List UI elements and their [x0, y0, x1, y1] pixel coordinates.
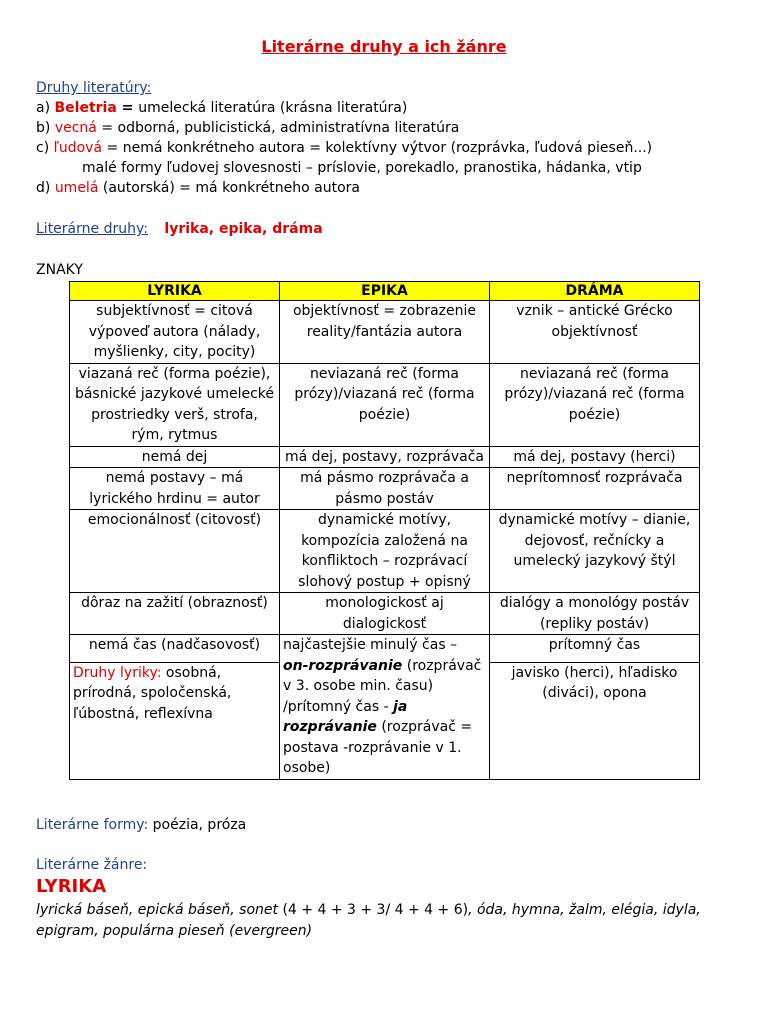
line-eq: =	[116, 100, 139, 116]
table-cell: neprítomnosť rozprávača	[490, 468, 700, 510]
druhy-line-a	[36, 100, 407, 116]
lyrika-genres	[36, 900, 746, 942]
table-cell: subjektívnosť = citová výpoveď autora (nálady, myšlienky, city, pocity)	[70, 301, 280, 364]
header-epika: EPIKA	[280, 282, 490, 301]
term-ludova: ľudová	[53, 140, 103, 156]
genres-part-3: , óda, hymna, žalm, elégia, idyla, epigram, populárna pieseň (evergreen)	[36, 902, 701, 939]
formy-value: poézia, próza	[148, 817, 247, 833]
epika-ja-rozpravanie: ja rozprávanie	[283, 698, 408, 735]
zanre-label: Literárne žánre:	[36, 857, 148, 873]
formy-label: Literárne formy:	[36, 817, 149, 833]
literarne-druhy-line	[36, 221, 323, 237]
druhy-lyriky-text: osobná, prírodná, spoločenská, ľúbostná, reflexívna	[73, 664, 232, 722]
line-rest: malé formy ľudovej slovesnosti – príslovie, porekadlo, pranostika, hádanka, vtip	[82, 160, 642, 176]
literarne-druhy-value: lyrika, epika, dráma	[164, 221, 323, 237]
table-cell: neviazaná reč (forma prózy)/viazaná reč (forma poézie)	[280, 363, 490, 446]
literarne-druhy-label: Literárne druhy:	[36, 221, 148, 237]
epika-text-4: (rozprávač = postava -rozprávanie v 1. osobe)	[283, 719, 473, 776]
table-row	[70, 446, 700, 468]
page-title: Literárne druhy a ich žánre	[261, 37, 507, 56]
table-cell: monologickosť aj dialogickosť	[280, 593, 490, 635]
table-cell: má dej, postavy (herci)	[490, 446, 700, 468]
table-cell: dialógy a monológy postáv (repliky postáv)	[490, 593, 700, 635]
line-prefix: b)	[36, 120, 55, 136]
line-rest: (autorská) = má konkrétneho autora	[98, 180, 360, 196]
druhy-heading	[36, 80, 151, 96]
epika-text-2: (rozprávač v 3. osobe min. času) /prítomný čas -	[283, 657, 482, 715]
table-row	[70, 468, 700, 510]
line-eq: =	[96, 120, 118, 136]
term-beletria: Beletria	[54, 100, 117, 116]
epika-time-intro: najčastejšie minulý čas –	[283, 637, 458, 653]
table-cell	[70, 662, 280, 779]
line-rest: odborná, publicistická, administratívna literatúra	[117, 120, 460, 136]
genres-part-1: lyrická báseň, epická báseň, sonet	[36, 902, 279, 918]
table-row	[70, 301, 700, 364]
term-vecna: vecná	[54, 120, 97, 136]
table-row	[70, 510, 700, 593]
table-cell: prítomný čas	[490, 635, 700, 663]
term-umela: umelá	[54, 180, 99, 196]
table-cell: nemá postavy – má lyrického hrdinu = autor	[70, 468, 280, 510]
table-cell: dynamické motívy, kompozícia založená na konfliktoch – rozprávací slohový postup + opisný	[280, 510, 490, 593]
line-prefix: d)	[36, 180, 55, 196]
table-cell: dynamické motívy – dianie, dejovosť, rečnícky a umelecký jazykový štýl	[490, 510, 700, 593]
genres-part-2: (4 + 4 + 3 + 3/ 4 + 4 + 6)	[278, 902, 469, 918]
table-cell: má pásmo rozprávača a pásmo postáv	[280, 468, 490, 510]
table-cell: vznik – antické Grécko objektívnosť	[490, 301, 700, 364]
table-cell: má dej, postavy, rozprávača	[280, 446, 490, 468]
table-cell: nemá dej	[70, 446, 280, 468]
table-row	[70, 635, 700, 663]
table-cell: objektívnosť = zobrazenie reality/fantázia autora	[280, 301, 490, 364]
znaky-table	[69, 281, 700, 780]
druhy-heading-text: Druhy literatúry:	[36, 80, 152, 96]
epika-on-rozpravanie: on-rozprávanie	[283, 657, 403, 674]
table-cell: neviazaná reč (forma prózy)/viazaná reč (forma poézie)	[490, 363, 700, 446]
header-drama: DRÁMA	[490, 282, 700, 301]
table-cell: viazaná reč (forma poézie), básnické jazykové umelecké prostriedky verš, strofa, rým, rytmus	[70, 363, 280, 446]
druhy-line-b	[36, 120, 459, 136]
formy-line	[36, 817, 246, 833]
table-cell: javisko (herci), hľadisko (diváci), opona	[490, 662, 700, 779]
table-row	[70, 593, 700, 635]
druhy-line-d	[36, 180, 360, 196]
table-header-row	[70, 282, 700, 301]
table-cell: nemá čas (nadčasovosť)	[70, 635, 280, 663]
druhy-lyriky-label: Druhy lyriky:	[73, 664, 162, 681]
line-rest: nemá konkrétneho autora = kolektívny výtvor (rozprávka, ľudová pieseň...)	[122, 140, 653, 156]
line-prefix: a)	[36, 100, 55, 116]
table-row	[70, 363, 700, 446]
table-cell: dôraz na zažití (obraznosť)	[70, 593, 280, 635]
line-eq: =	[102, 140, 123, 156]
line-prefix: c)	[36, 140, 54, 156]
table-cell: emocionálnosť (citovosť)	[70, 510, 280, 593]
druhy-line-c-sub	[82, 160, 642, 176]
druhy-line-c	[36, 140, 652, 156]
znaky-label: ZNAKY	[36, 262, 83, 278]
header-lyrika: LYRIKA	[70, 282, 280, 301]
table-cell	[280, 635, 490, 780]
line-rest: umelecká literatúra (krásna literatúra)	[138, 100, 408, 116]
lyrika-heading: LYRIKA	[36, 876, 107, 897]
